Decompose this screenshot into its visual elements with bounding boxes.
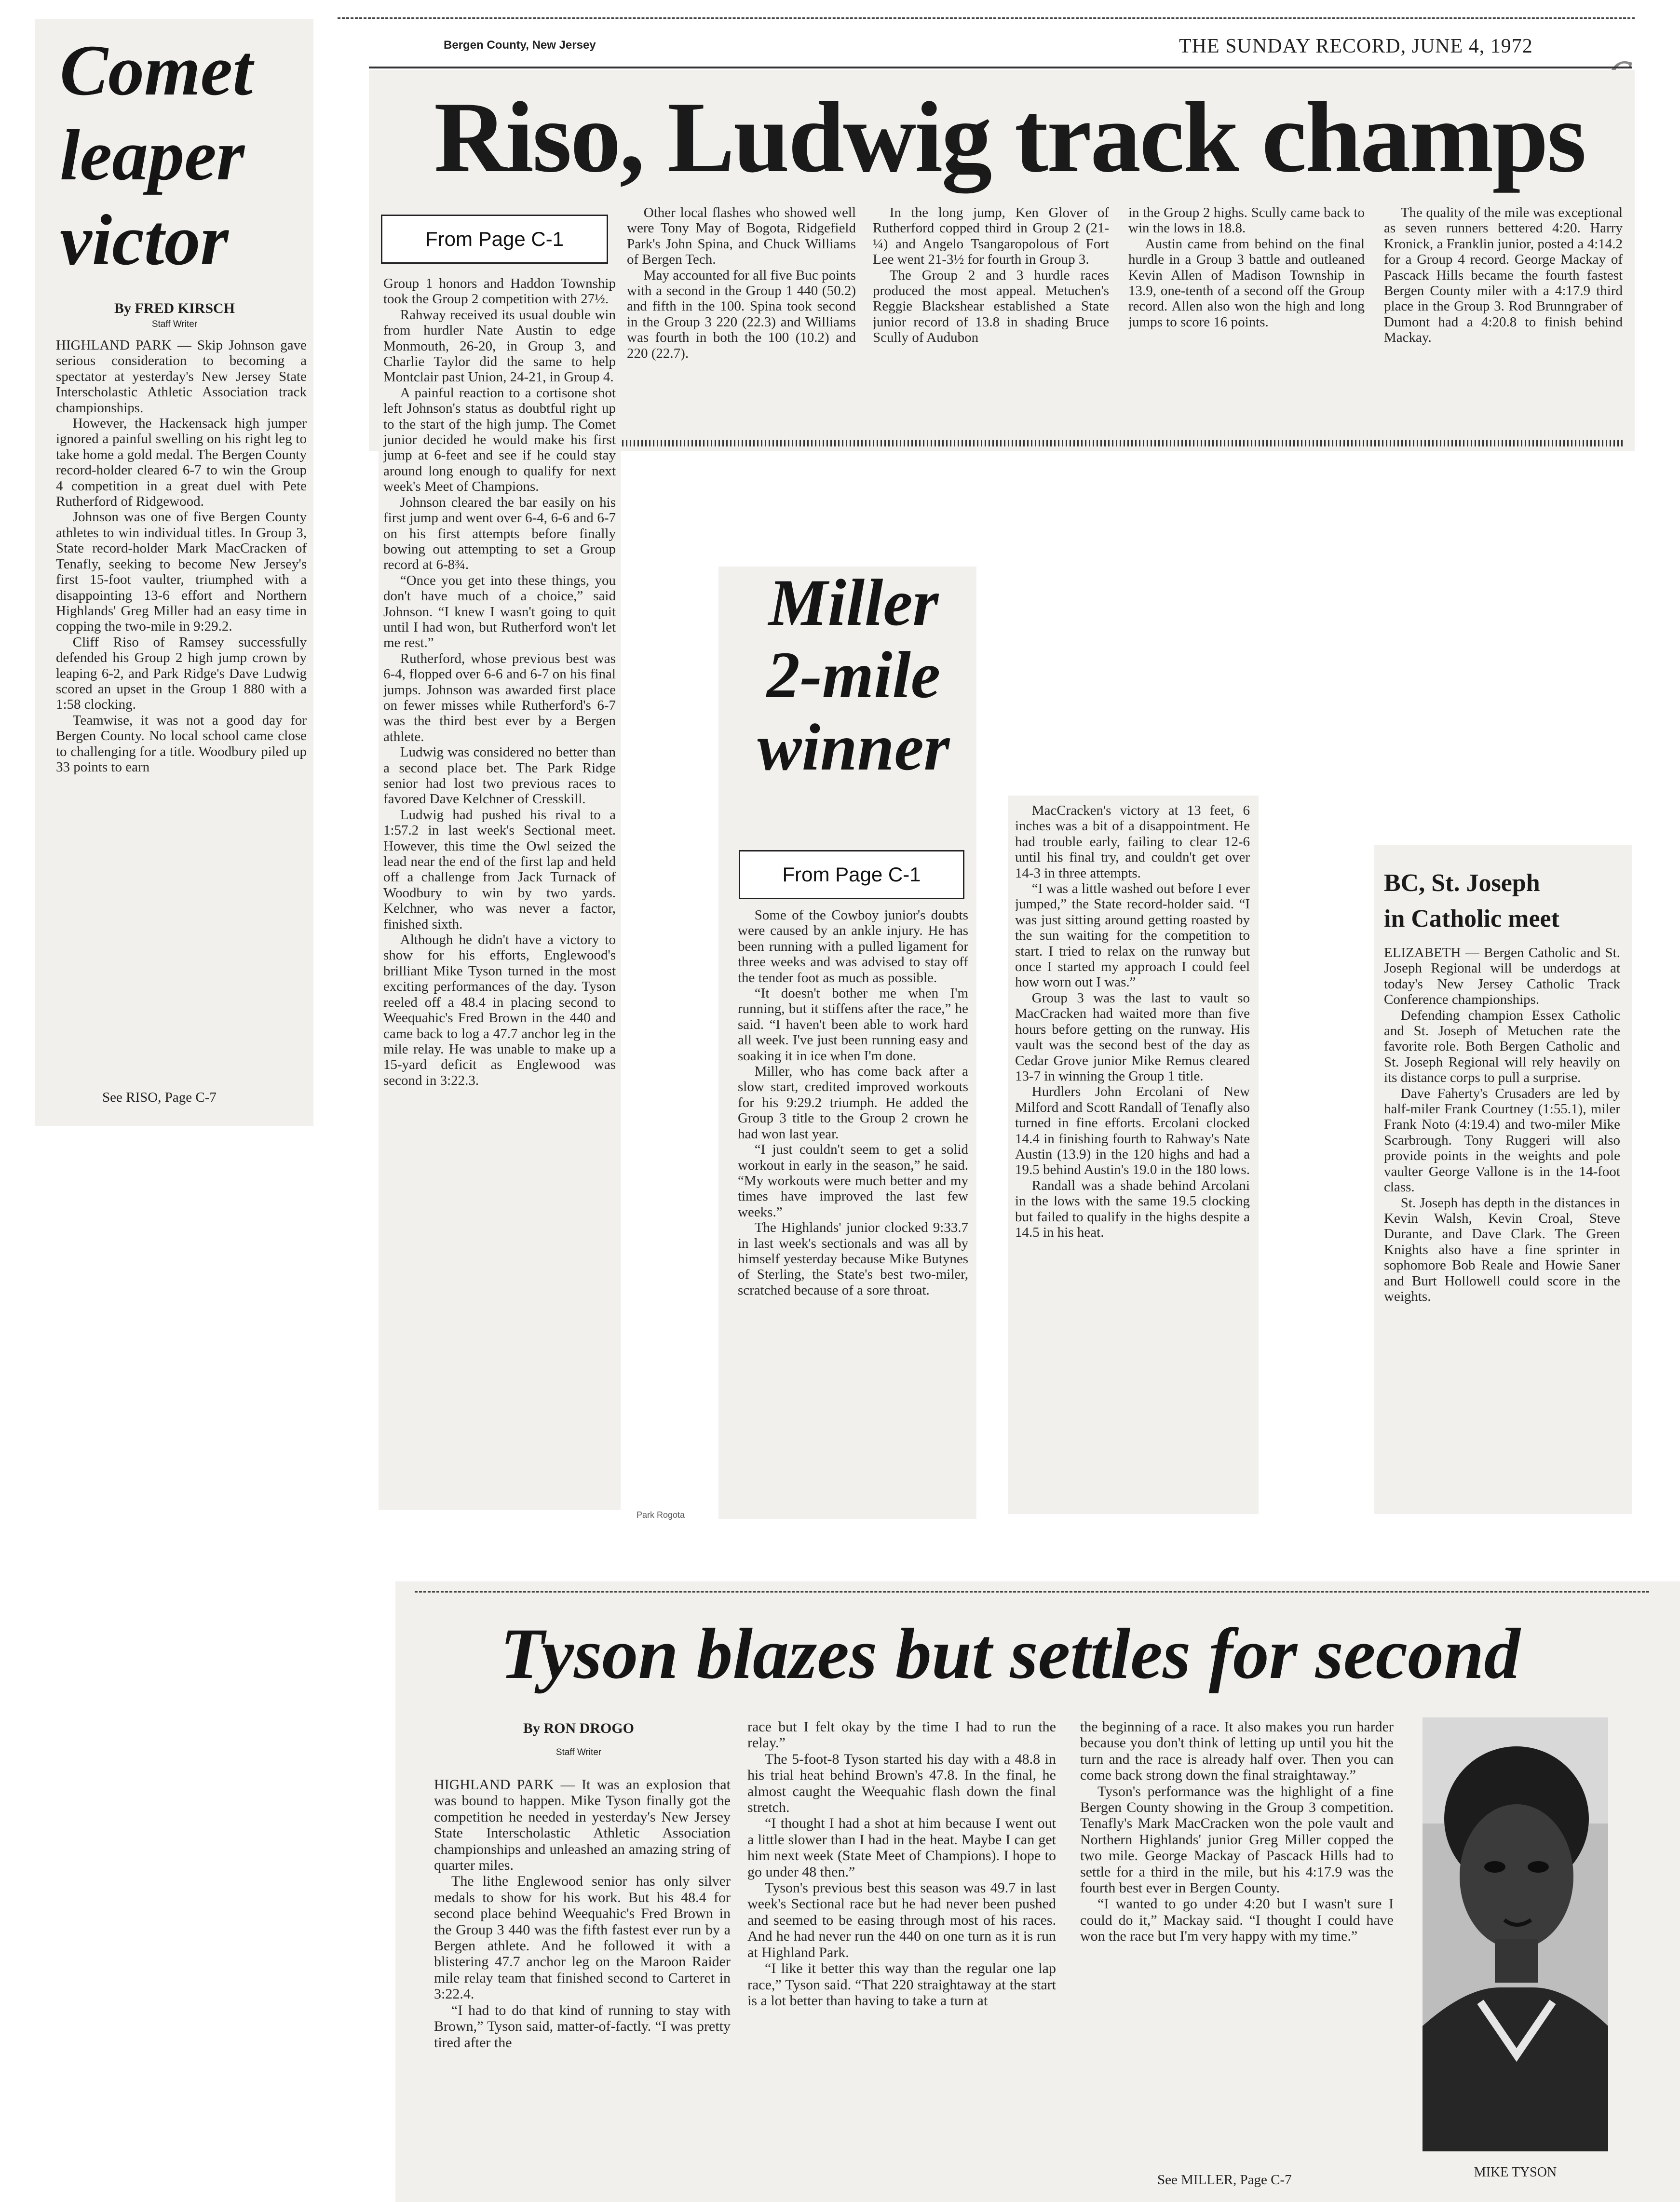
miller-paragraph: Randall was a shade behind Arcolani in the lows with the same 19.5 clocking but failed to qualify in the highs despite a 14.5 in his heat. bbox=[1015, 1177, 1250, 1240]
bc-paragraph: Dave Faherty's Crusaders are led by half-miler Frank Courtney (1:55.1), miler Frank Noto (4:19.4) and two-miler Mike Scarbrough. Tony Ruggeri will also provide points in the weights and pole vaulter George Vallone is in the 14-foot class. bbox=[1384, 1085, 1620, 1195]
riso-bottom-rule bbox=[622, 440, 1623, 446]
tyson-paragraph: The 5-foot-8 Tyson started his day with a 48.8 in his trial heat behind Brown's 47.8. In the final, he almost caught the Weequahic flash down the final stretch. bbox=[747, 1751, 1056, 1816]
tyson-photo-caption: MIKE TYSON bbox=[1474, 2165, 1557, 2180]
miller-paragraph: Some of the Cowboy junior's doubts were caused by an ankle injury. He has been running with a pulled ligament for three weeks and was advised to stay off the tender foot as much as possible. bbox=[738, 907, 968, 986]
riso-column-5 bbox=[1384, 205, 1623, 427]
riso-column-3 bbox=[873, 205, 1109, 427]
tyson-portrait-illustration bbox=[1423, 1717, 1608, 2151]
miller-paragraph: “I was a little washed out before I ever jumped,” the State record-holder said. “I was just sitting around getting roasted by the sun waiting for the competition to start. I tried to relax on the runway but once I started my approach I could feel how worn out I was.” bbox=[1015, 881, 1250, 990]
miller-from-page-box: From Page C-1 bbox=[739, 850, 964, 899]
riso-headline: Riso, Ludwig track champs bbox=[434, 81, 1585, 193]
riso-paragraph: Rahway received its usual double win from hurdler Nate Austin to edge Monmouth, 26-20, in Group 3, and Charlie Taylor did the same to help Montclair past Union, 24-21, in Group 4. bbox=[383, 307, 616, 385]
riso-paragraph: Although he didn't have a victory to show for his efforts, Englewood's brilliant Mike Tyson turned in the most exciting performances of the day. Tyson reeled off a 48.4 in placing second to Weequahic's Fred Brown in the 440 and came back to log a 47.7 anchor leg in the mile relay. He was unable to make up a 15-yard deficit as Englewood was second in 3:22.3. bbox=[383, 932, 616, 1088]
riso-paragraph: Johnson cleared the bar easily on his first jump and went over 6-4, 6-6 and 6-7 on his first attempts before finally bowing out attempting to set a Group record at 6-8¾. bbox=[383, 494, 616, 573]
miller-headline-line-1: Miller bbox=[768, 566, 939, 639]
riso-column-4 bbox=[1128, 205, 1365, 427]
tyson-paragraph: “I thought I had a shot at him because I went out a little slower than I had in the heat. Maybe I can get him next week (State Meet of Champions). I hope to go under 48 then.” bbox=[747, 1815, 1056, 1880]
tyson-top-border bbox=[415, 1591, 1649, 1593]
miller-headline-line-2: 2-mile bbox=[766, 638, 941, 712]
riso-paragraph: May accounted for all five Buc points with a second in the Group 1 440 (50.2) and fifth in the 100. Spina took second in the Group 3 220 (22.3) and Williams was fourth in both the 100 (10.2) and 220 (22.7). bbox=[627, 267, 856, 361]
miller-paragraph: “It doesn't bother me when I'm running, but it stiffens after the race,” he said. “I haven't been able to work hard all week. I've just been running easy and soaking it in ice when I'm done. bbox=[738, 986, 968, 1064]
masthead-date: THE SUNDAY RECORD, JUNE 4, 1972 bbox=[1179, 35, 1533, 57]
tyson-paragraph: Tyson's previous best this season was 49.7 in last week's Sectional race but he had never been pushed and seemed to be easing through most of his races. And he had never run the 440 on one turn as it is run at Highland Park. bbox=[747, 1880, 1056, 1960]
riso-paragraph: Ludwig had pushed his rival to a 1:57.2 in last week's Sectional meet. However, this time the Owl seized the lead near the end of the first lap and held off a challenge from Jack Turnack of Woodbury to win by two yards. Kelchner, who was never a factor, finished sixth. bbox=[383, 807, 616, 932]
miller-paragraph: MacCracken's victory at 13 feet, 6 inches was a bit of a disappointment. He had trouble early, failing to clear 12-6 until his final try, and couldn't get over 14-3 in three attempts. bbox=[1015, 803, 1250, 881]
tyson-staff-writer: Staff Writer bbox=[555, 1747, 602, 1757]
riso-from-page-box: From Page C-1 bbox=[381, 215, 608, 264]
comet-byline: By FRED KIRSCH bbox=[114, 300, 235, 316]
tyson-paragraph: “I wanted to go under 4:20 but I wasn't sure I could do it,” Mackay said. “I thought I could have won the race but I'm very happy with my time.” bbox=[1080, 1896, 1394, 1945]
miller-paragraph: “I just couldn't seem to get a solid workout in early in the season,” he said. “My workouts were much better and my times have improved the last few weeks.” bbox=[738, 1142, 968, 1220]
riso-paragraph: in the Group 2 highs. Scully came back to win the lows in 18.8. bbox=[1128, 205, 1365, 236]
riso-paragraph: Other local flashes who showed well were Tony May of Bogota, Ridgefield Park's John Spina, and Chuck Williams of Bergen Tech. bbox=[627, 205, 856, 268]
riso-column-1 bbox=[379, 276, 621, 1510]
tyson-column-3 bbox=[1080, 1719, 1394, 2162]
tyson-byline: By RON DROGO bbox=[523, 1720, 634, 1736]
miller-headline bbox=[738, 567, 969, 784]
tyson-paragraph: Tyson's performance was the highlight of a fine Bergen County showing in the Group 3 competition. Tenafly's Mark MacCracken won the pole vault and Northern Highlands' junior Greg Miller copped the two mile. George Mackay of Pascack Hills had to settle for a third in the mile, but his 4:17.9 was the fourth best ever in Bergen County. bbox=[1080, 1783, 1394, 1896]
riso-paragraph: “Once you get into these things, you don't have much of a choice,” said Johnson. “I knew I wasn't going to quit until I had won, but Rutherford won't let me rest.” bbox=[383, 572, 616, 651]
riso-paragraph: The quality of the mile was exceptional as seven runners bettered 4:20. Harry Kronick, a Franklin junior, posted a 4:14.2 for a Group 4 record. George Mackay of Pascack Hills became the fourth fastest Bergen County miler with a 4:17.9 third place in the Group 3. Rod Brunngraber of Dumont had a 4:20.8 to finish behind Mackay. bbox=[1384, 205, 1623, 346]
comet-paragraph: Teamwise, it was not a good day for Bergen County. No local school came close to challenging for a title. Woodbury piled up 33 points to earn bbox=[56, 712, 307, 775]
tyson-paragraph: The lithe Englewood senior has only silver medals to show for his work. But his 48.4 for second place behind Weequahic's Fred Brown in the Group 3 440 was the fifth fastest ever run by a Bergen athlete. And he followed it with a blistering 47.7 anchor leg on the Maroon Raider mile relay team that finished second to Carteret in 3:22.4. bbox=[434, 1873, 731, 2002]
masthead-top-border bbox=[338, 17, 1635, 19]
riso-paragraph: Ludwig was considered no better than a second place bet. The Park Ridge senior had lost two previous races to favored Dave Kelchner of Cresskill. bbox=[383, 744, 616, 807]
comet-paragraph: Johnson was one of five Bergen County athletes to win individual titles. In Group 3, State record-holder Mark MacCracken of Tenafly, seeking to become New Jersey's first 15-foot vaulter, triumphed with a disappointing 13-6 effort and Northern Highlands' Greg Miller had an easy time in copping the two-mile in 9:29.2. bbox=[56, 509, 307, 635]
masthead-left-label: Bergen County, New Jersey bbox=[444, 39, 596, 52]
bc-body bbox=[1384, 945, 1620, 1509]
bc-headline bbox=[1384, 865, 1623, 937]
miller-paragraph: The Highlands' junior clocked 9:33.7 in last week's sectionals and was all by himself yesterday because Mike Butynes of Sterling, the State's best two-miler, scratched because of a sore throat. bbox=[738, 1220, 968, 1298]
bc-paragraph: ELIZABETH — Bergen Catholic and St. Joseph Regional will be underdogs at today's New Jersey Catholic Track Conference championships. bbox=[1384, 945, 1620, 1008]
miller-paragraph: Miller, who has come back after a slow start, credited improved workouts for his 9:29.2 triumph. He added the Group 3 title to the Group 2 crown he had won last year. bbox=[738, 1064, 968, 1142]
riso-paragraph: Group 1 honors and Haddon Township took the Group 2 competition with 27½. bbox=[383, 276, 616, 307]
comet-paragraph: However, the Hackensack high jumper ignored a painful swelling on his right leg to take home a gold medal. The Bergen County record-holder cleared 6-7 to win the Group 4 competition in a great duel with Pete Rutherford of Ridgewood. bbox=[56, 416, 307, 510]
riso-paragraph: The Group 2 and 3 hurdle races produced the most appeal. Metuchen's Reggie Blackshear established a State junior record of 13.8 in shading Bruce Scully of Audubon bbox=[873, 267, 1109, 346]
comet-headline bbox=[60, 28, 311, 283]
miller-headline-line-3: winner bbox=[757, 710, 950, 784]
comet-staff-writer: Staff Writer bbox=[151, 319, 198, 329]
tyson-see-reference: See MILLER, Page C-7 bbox=[1157, 2172, 1292, 2188]
riso-photo-caption-fragment: Park Rogota bbox=[637, 1510, 685, 1520]
comet-body bbox=[56, 338, 307, 1051]
tyson-paragraph: “I like it better this way than the regular one lap race,” Tyson said. “That 220 straightaway at the start is a lot better than having to take a turn at bbox=[747, 1960, 1056, 2009]
bc-headline-line-1: BC, St. Joseph bbox=[1384, 869, 1540, 897]
bc-headline-line-2: in Catholic meet bbox=[1384, 905, 1559, 932]
tyson-column-1 bbox=[434, 1777, 731, 2191]
bc-paragraph: St. Joseph has depth in the distances in Kevin Walsh, Kevin Croal, Steve Durante, and Dave Clark. The Green Knights also have a fine sprinter in sophomore Bob Reale and Howie Saner and Burt Hollowell could score in the weights. bbox=[1384, 1195, 1620, 1304]
tyson-paragraph: the beginning of a race. It also makes you run harder because you don't think of letting up until you hit the turn and the race is already half over. Then you can come back strong down the final straightaway.” bbox=[1080, 1719, 1394, 1783]
tyson-column-2 bbox=[747, 1719, 1056, 2191]
miller-paragraph: Group 3 was the last to vault so MacCracken had waited more than five hours before getting on the runway. His vault was the second best of the day as Cedar Grove junior Mike Remus cleared 13-7 in winning the Group 1 title. bbox=[1015, 990, 1250, 1084]
comet-clipping bbox=[35, 19, 313, 1126]
masthead-rule bbox=[369, 67, 1632, 68]
comet-headline-line-1: Comet bbox=[60, 30, 253, 110]
tyson-paragraph: HIGHLAND PARK — It was an explosion that was bound to happen. Mike Tyson finally got the competition he needed in yesterday's New Jersey State Interscholastic Athletic Association championships and unleashed an amazing string of quarter miles. bbox=[434, 1777, 731, 1874]
riso-paragraph: A painful reaction to a cortisone shot left Johnson's status as doubtful right up to the start of the high jump. The Comet junior decided he would make his first jump at 6-feet and see if he could stay around long enough to qualify for next week's Meet of Champions. bbox=[383, 385, 616, 495]
comet-headline-line-3: victor bbox=[60, 200, 229, 280]
riso-column-2 bbox=[627, 205, 856, 427]
comet-paragraph: HIGHLAND PARK — Skip Johnson gave serious consideration to becoming a spectator at yesterday's New Jersey State Interscholastic Athletic Association track championships. bbox=[56, 338, 307, 416]
riso-paragraph: Austin came from behind on the final hurdle in a Group 3 battle and outleaned Kevin Allen of Madison Township in 13.9, one-tenth of a second off the Group record. Allen also won the high and long jumps to score 16 points. bbox=[1128, 236, 1365, 330]
miller-column-2 bbox=[1015, 803, 1250, 1512]
bc-paragraph: Defending champion Essex Catholic and St. Joseph of Metuchen rate the favorite role. Both Bergen Catholic and St. Joseph Regional will rely heavily on its distance corps to pull a surprise. bbox=[1384, 1007, 1620, 1086]
tyson-photo bbox=[1423, 1717, 1608, 2151]
riso-paragraph: Rutherford, whose previous best was 6-4, flopped over 6-6 and 6-7 on his final jumps. Johnson was awarded first place on fewer misses while Rutherford's 6-7 was the third best ever by a Bergen athlete. bbox=[383, 650, 616, 744]
tyson-paragraph: “I had to do that kind of running to stay with Brown,” Tyson said, matter-of-factly. “I was pretty tired after the bbox=[434, 2002, 731, 2051]
riso-paragraph: In the long jump, Ken Glover of Rutherford copped third in Group 2 (21-¼) and Angelo Tsangaropolous of Fort Lee went 21-3½ for fourth in Group 3. bbox=[873, 205, 1109, 268]
miller-column-1 bbox=[738, 907, 968, 1516]
miller-paragraph: Hurdlers John Ercolani of New Milford and Scott Randall of Tenafly also turned in fine efforts. Ercolani clocked 14.4 in finishing fourth to Rahway's Nate Austin (13.9) in the 120 highs and had a 19.5 behind Austin's 19.0 in the 180 lows. bbox=[1015, 1084, 1250, 1178]
tyson-headline: Tyson blazes but settles for second bbox=[500, 1614, 1520, 1694]
tyson-paragraph: race but I felt okay by the time I had to run the relay.” bbox=[747, 1719, 1056, 1751]
comet-headline-line-2: leaper bbox=[60, 115, 245, 195]
comet-see-reference: See RISO, Page C-7 bbox=[102, 1090, 217, 1105]
comet-paragraph: Cliff Riso of Ramsey successfully defended his Group 2 high jump crown by leaping 6-2, and Park Ridge's Dave Ludwig scored an upset in the Group 1 880 with a 1:58 clocking. bbox=[56, 634, 307, 713]
